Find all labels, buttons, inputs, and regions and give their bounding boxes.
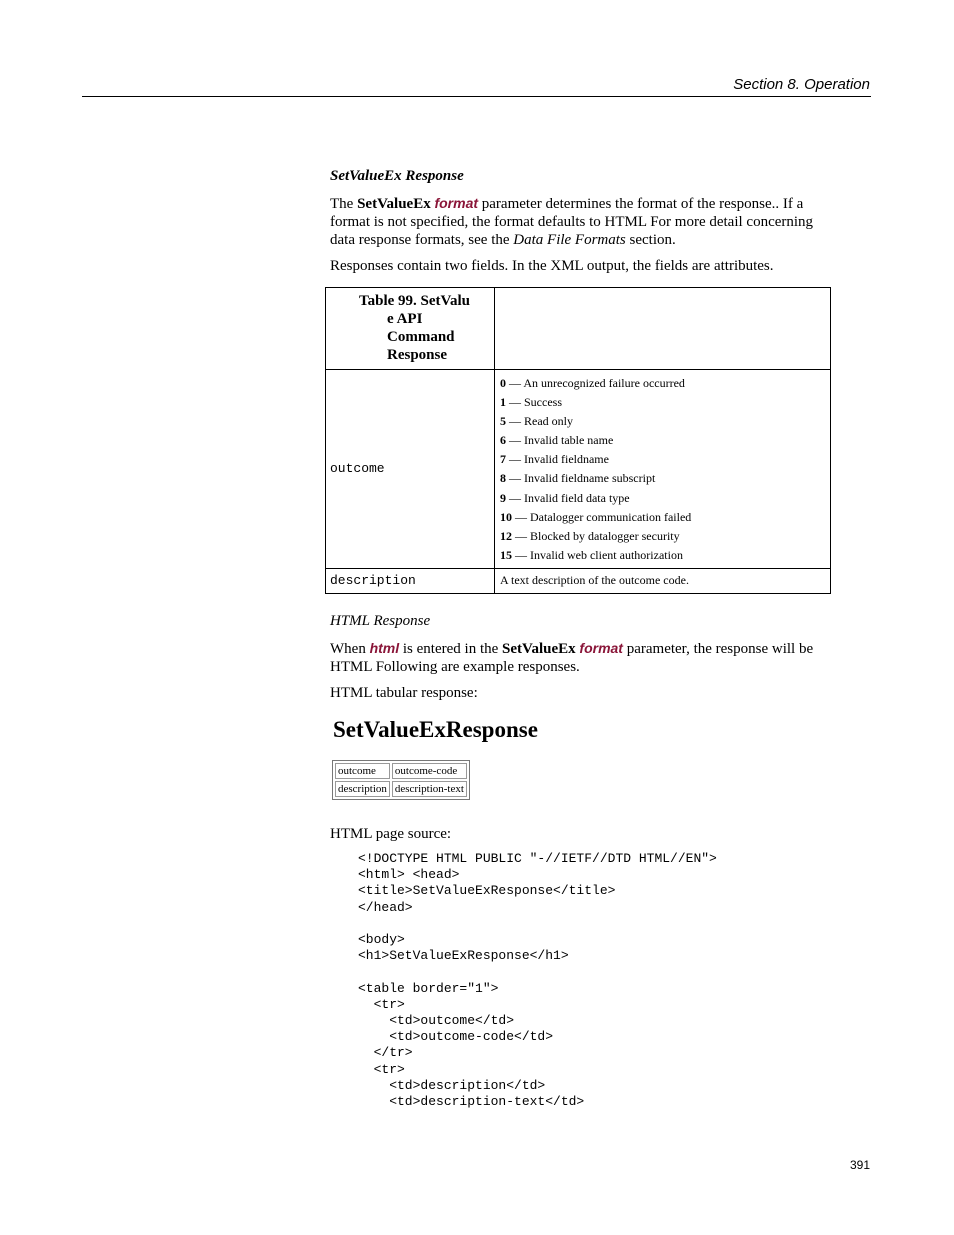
outcome-code-text: — Invalid fieldname [506, 452, 609, 467]
outcome-code-number: 0 [500, 376, 506, 390]
outcome-code-text: — Invalid table name [506, 433, 614, 448]
keyword-html: html [369, 640, 400, 656]
cross-reference: Data File Formats [513, 232, 626, 248]
field-description: description [326, 568, 495, 593]
format-paragraph [330, 194, 840, 249]
outcome-code-item [500, 450, 826, 469]
outcome-code-number: 8 [500, 471, 506, 486]
text: is entered in the [399, 641, 503, 657]
outcome-code-item [500, 431, 826, 450]
text: The [330, 196, 358, 212]
outcome-code-text: — Invalid field data type [506, 490, 630, 505]
section-heading: SetValueEx Response [330, 168, 464, 184]
example-heading: SetValueExResponse [333, 717, 538, 742]
outcome-code-text: — An unrecognized failure occurred [506, 376, 685, 390]
command-name: SetValueEx [357, 196, 431, 212]
table-header-empty [495, 288, 831, 370]
example-cell: description-text [392, 781, 467, 797]
outcome-codes [495, 370, 831, 569]
outcome-code-item [500, 374, 826, 393]
section-heading: HTML Response [330, 613, 431, 629]
html-source-code: <!DOCTYPE HTML PUBLIC "-//IETF//DTD HTML//EN"> <html> <head> <title>SetValueExResponse</title> </head> <body> <h1>SetValueExResponse</h1> <table border="1"> <tr> <td>outcome</td> <td>outcome-code</td> </tr> <tr> <td>description</td> <td>description-text</td> [358, 851, 717, 1110]
outcome-code-item [500, 469, 826, 488]
example-cell: outcome [335, 763, 390, 779]
description-text: A text description of the outcome code. [495, 568, 831, 593]
html-paragraph [330, 639, 840, 676]
keyword-format: format [579, 640, 623, 656]
html-response-heading [330, 612, 840, 630]
text: section. [625, 232, 676, 248]
text: parameter determines the format of the response.. If a format is not specified, the format defaults to HTML For more detail concerning data response formats, see the [330, 196, 814, 248]
field-outcome: outcome [326, 370, 495, 569]
outcome-code-text: — Invalid web client authorization [512, 547, 683, 562]
fields-paragraph: Responses contain two fields. In the XML output, the fields are attributes. [330, 258, 774, 274]
header-rule [82, 96, 871, 97]
command-name: SetValueEx [502, 641, 576, 657]
running-header: Section 8. Operation [733, 76, 870, 93]
keyword-format: format [434, 195, 479, 211]
table-caption-cell [326, 288, 495, 370]
outcome-code-text: — Read only [506, 414, 573, 429]
outcome-code-number: 10 [500, 509, 512, 524]
example-cell: outcome-code [392, 763, 467, 779]
outcome-code-number: 5 [500, 414, 506, 429]
page-number: 391 [849, 1158, 870, 1172]
outcome-code-text: — Blocked by datalogger security [512, 528, 680, 543]
outcome-code-text: — Datalogger communication failed [512, 509, 692, 524]
outcome-code-number: 15 [500, 547, 512, 562]
outcome-code-number: 7 [500, 452, 506, 467]
example-cell: description [335, 781, 390, 797]
outcome-code-item [500, 527, 826, 546]
outcome-code-number: 12 [500, 528, 512, 543]
outcome-code-text: — Invalid fieldname subscript [506, 471, 656, 486]
outcome-code-item [500, 508, 826, 527]
source-label: HTML page source: [330, 826, 452, 842]
outcome-code-item [500, 489, 826, 508]
text: parameter, the response will be HTML Following are example responses. [330, 641, 814, 675]
outcome-code-item [500, 546, 826, 565]
text: When [330, 641, 370, 657]
outcome-code-item [500, 412, 826, 431]
outcome-code-item [500, 393, 826, 412]
outcome-code-text: — Success [506, 395, 562, 410]
table-caption: Table 99. SetValu e API Command Response [359, 293, 471, 363]
setvalueex-response-heading [330, 167, 840, 185]
example-table [332, 760, 470, 800]
outcome-code-number: 1 [500, 395, 506, 410]
api-response-table [325, 287, 831, 594]
outcome-code-number: 9 [500, 490, 506, 505]
outcome-code-number: 6 [500, 433, 506, 448]
tabular-label: HTML tabular response: [330, 685, 478, 701]
